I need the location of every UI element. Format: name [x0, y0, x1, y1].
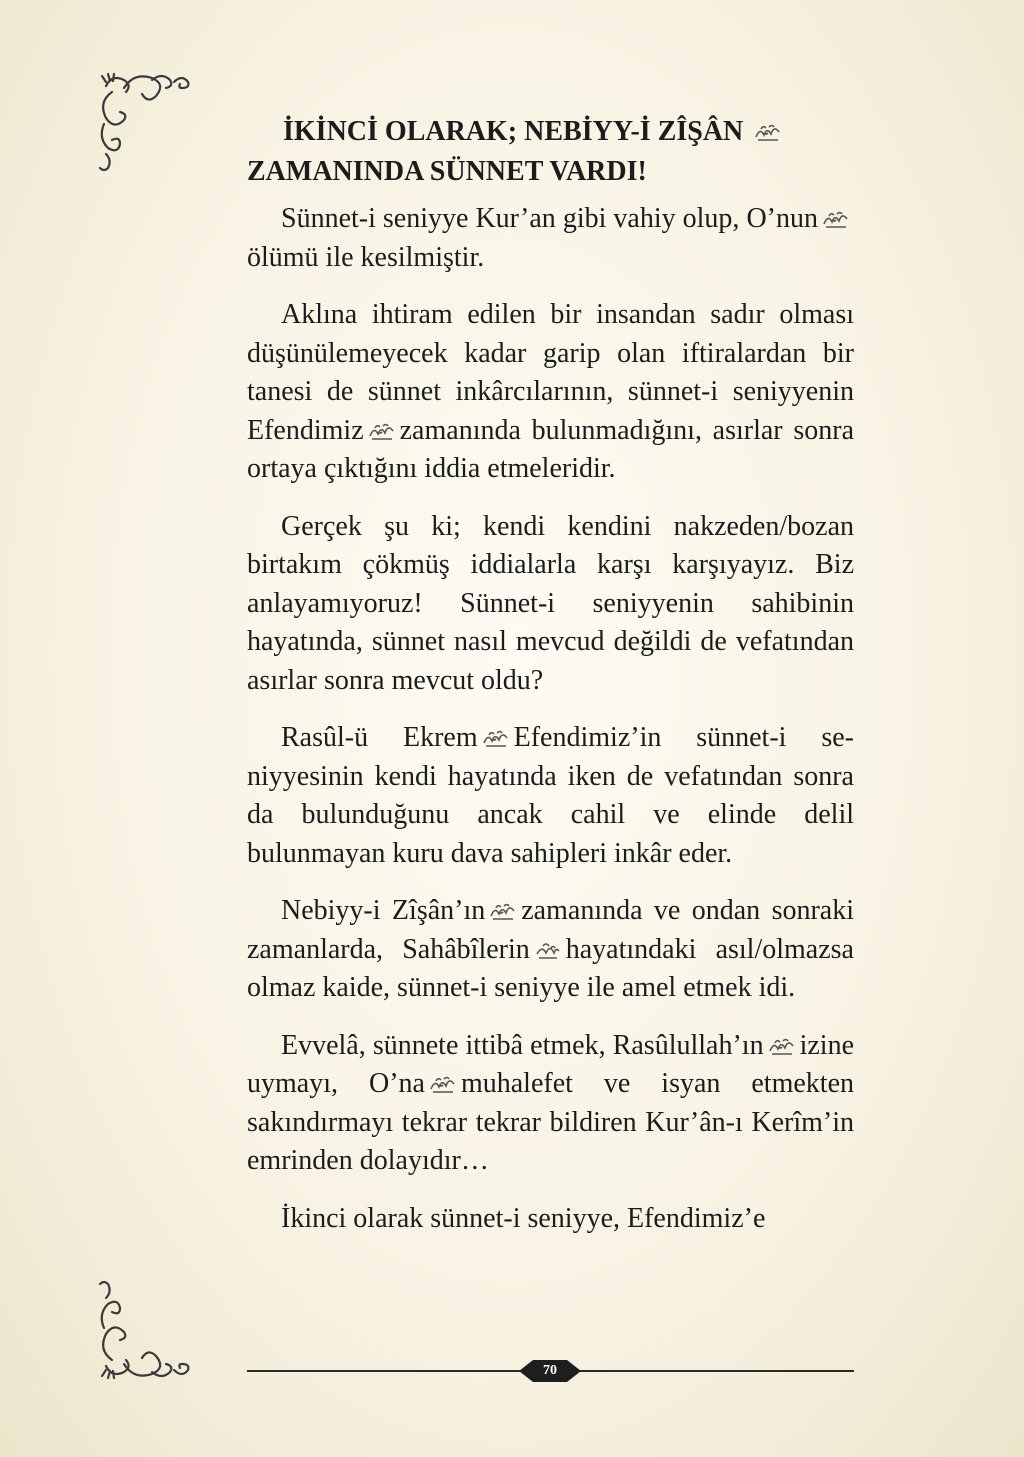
- sallallahu-honorific-icon: [488, 900, 518, 922]
- paragraph-6: [247, 1027, 854, 1181]
- paragraph-4-text-a: Rasûl-ü Ekrem: [281, 722, 478, 753]
- paragraph-7-text: İkinci olarak sünnet-i seniyye, Efendimiz’e: [281, 1202, 766, 1234]
- page-number: 70: [543, 1363, 557, 1378]
- page-body: [247, 112, 854, 1257]
- paragraph-1-text-a: Sünnet-i seniyye Kur’an gibi vahiy olup, O’nun: [281, 203, 818, 234]
- paragraph-2: [247, 296, 854, 489]
- paragraph-3-text: Gerçek şu ki; kendi kendini nakzeden/bozan birtakım çökmüş iddialarla karşı karşıyayız. Biz anlayamıyoruz! Sünnet-i seniyyenin sahibinin hayatında, sünnet nasıl mevcud değildi de vefatından asırlar sonra mevcut oldu?: [247, 510, 854, 696]
- paragraph-5-text-b: zamanında ve ondan sonraki zamanlarda, Sahâbîlerin: [247, 895, 854, 965]
- paragraph-6-text-b: izine uymayı, O’na: [247, 1029, 854, 1099]
- page-footer: [247, 1356, 854, 1386]
- bottom-corner-ornament-icon: [92, 1276, 202, 1386]
- paragraph-5-text-a: Nebiyy-i Zîşân’ın: [281, 895, 486, 926]
- section-heading: [247, 112, 854, 192]
- paragraph-2-text-a: Aklına ihtiram edilen bir insandan sadır olması düşünülemeyecek kadar garip olan iftiralardan bir tanesi de sünnet inkârcılarının, sünnet-i seniyyenin Efendimiz: [247, 299, 854, 446]
- paragraph-7: [247, 1200, 854, 1239]
- sallallahu-honorific-icon: [767, 1035, 797, 1057]
- paragraph-3: [247, 508, 854, 701]
- heading-line-2: ZAMANINDA SÜNNET VARDI!: [247, 156, 647, 187]
- sallallahu-honorific-icon: [428, 1073, 458, 1095]
- paragraph-1-text-b: ölümü ile kesilmiştir.: [247, 241, 485, 273]
- sallallahu-honorific-icon: [753, 121, 783, 143]
- sallallahu-honorific-icon: [481, 727, 511, 749]
- paragraph-6-text-c: muhalefet ve isyan etmekten sakındırmayı tekrar tekrar bildiren Kur’ân-ı Kerîm’in emrinden dolayıdır…: [247, 1068, 854, 1176]
- paragraph-4: [247, 719, 854, 873]
- paragraph-2-text-b: zamanında bulunmadığını, asırlar sonra ortaya çıktığını iddia etmeleridir.: [247, 414, 854, 484]
- paragraph-4-text-b: Efendimiz’in sünnet-i seniyyesinin kendi hayatında iken de vefatından sonra da bulunduğunu ancak cahil ve elinde delil bulunmayan kuru dava sahipleri inkâr eder.: [247, 722, 854, 869]
- heading-line-1: İKİNCİ OLARAK; NEBİYY-İ ZÎŞÂN: [283, 116, 744, 147]
- top-corner-ornament-icon: [92, 66, 202, 176]
- paragraph-5: [247, 892, 854, 1008]
- sallallahu-honorific-icon: [367, 420, 397, 442]
- radiyallahu-honorific-icon: [533, 939, 563, 961]
- paragraph-5-text-c: hayatındaki asıl/olmazsa olmaz kaide, sünnet-i seniyye ile amel etmek idi.: [247, 933, 854, 1003]
- sallallahu-honorific-icon: [821, 208, 851, 230]
- paragraph-1: [247, 200, 854, 277]
- paragraph-6-text-a: Evvelâ, sünnete ittibâ etmek, Rasûlullah’ın: [281, 1029, 764, 1061]
